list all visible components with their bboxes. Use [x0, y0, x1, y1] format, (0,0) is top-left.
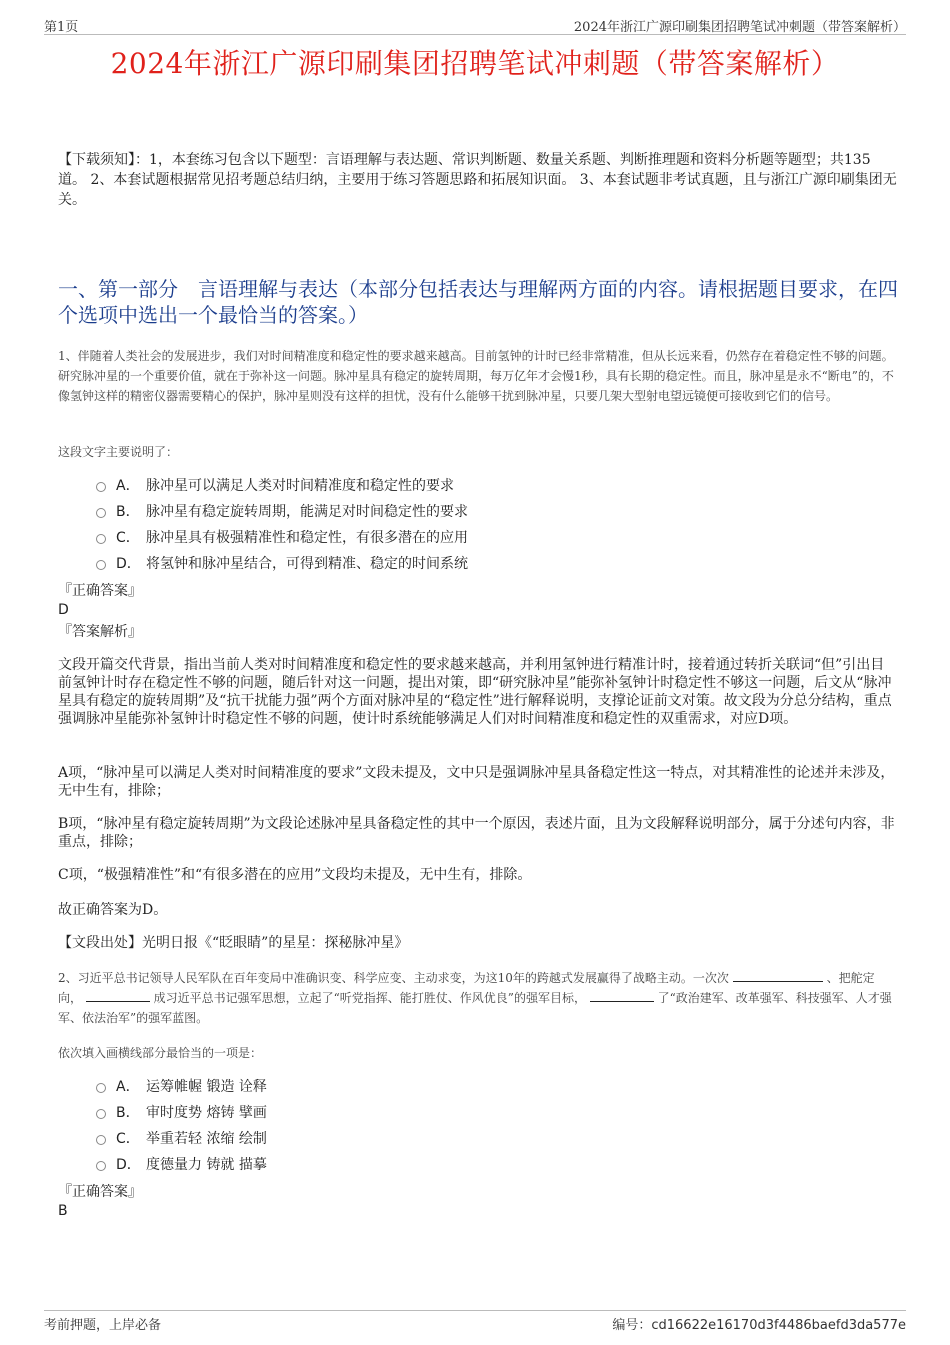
q2-option-b[interactable]: B． 审时度势 熔铸 擘画	[96, 1099, 896, 1125]
q2-answer-label: 『正确答案』	[58, 1184, 142, 1200]
q1-question: 这段文字主要说明了：	[58, 445, 179, 459]
fill-blank[interactable]	[733, 969, 823, 982]
q1-source: 【文段出处】光明日报《“眨眼睛”的星星：探秘脉冲星》	[58, 935, 409, 951]
q1-analysis-a: A项，“脉冲星可以满足人类对时间精准度的要求”文段未提及，文中只是强调脉冲星具备稳定性这一特点，对其精准性的论述并未涉及，无中生有，排除；	[58, 765, 895, 799]
header-doc-title: 2024年浙江广源印刷集团招聘笔试冲刺题（带答案解析）	[573, 20, 906, 35]
q1-analysis-c: C项，“极强精准性”和“有很多潜在的应用”文段均未提及，无中生有，排除。	[58, 867, 532, 883]
radio-icon[interactable]	[96, 1135, 106, 1145]
radio-icon[interactable]	[96, 482, 106, 492]
q2-answer: B	[58, 1203, 68, 1219]
page-number: 第1页	[44, 20, 79, 35]
radio-icon[interactable]	[96, 1109, 106, 1119]
q2-option-c[interactable]: C． 举重若轻 浓缩 绘制	[96, 1125, 896, 1151]
download-notice: 【下载须知】：1，本套练习包含以下题型：言语理解与表达题、常识判断题、数量关系题、判断推理题和资料分析题等题型；共135道。 2、本套试题根据常见招考题总结归纳，主要用于练习答题思路和拓展知识面。 3、本套试题非考试真题，且与浙江广源印刷集团无关。	[58, 152, 897, 208]
q2-option-a[interactable]: A． 运筹帷幄 锻造 诠释	[96, 1073, 896, 1099]
q1-answer: D	[58, 602, 69, 618]
q1-analysis-b: B项，“脉冲星有稳定旋转周期”为文段论述脉冲星具备稳定性的其中一个原因，表述片面，且为文段解释说明部分，属于分述句内容，非重点，排除；	[58, 816, 895, 850]
page-footer	[44, 1310, 906, 1333]
radio-icon[interactable]	[96, 508, 106, 518]
q2-option-d[interactable]: D． 度德量力 铸就 描摹	[96, 1151, 896, 1177]
footer-code: 编号：cd16622e16170d3f4486baefd3da577e	[612, 1318, 906, 1333]
fill-blank[interactable]	[86, 989, 150, 1002]
section-heading: 一、第一部分 言语理解与表达（本部分包括表达与理解两方面的内容。请根据题目要求，在四个选项中选出一个最恰当的答案。）	[58, 277, 898, 327]
q2-stem: 2、习近平总书记领导人民军队在百年变局中准确识变、科学应变、主动求变，为这10年的跨越式发展赢得了战略主动。一次次 、把舵定向， 成习近平总书记强军思想，立起了“听党指挥、能打胜仗、作风优良”的强军目标， 了“政治建军、改革强军、科技强军、人才强军、依法治军”的强军蓝图。	[58, 971, 892, 1025]
q1-option-c[interactable]: C． 脉冲星具有极强精准性和稳定性，有很多潜在的应用	[96, 524, 896, 550]
q1-stem: 1、伴随着人类社会的发展进步，我们对时间精准度和稳定性的要求越来越高。目前氢钟的计时已经非常精准，但从长远来看，仍然存在着稳定性不够的问题。研究脉冲星的一个重要价值，就在于弥补这一问题。脉冲星具有稳定的旋转周期，每万亿年才会慢1秒，具有长期的稳定性。而且，脉冲星是永不“断电”的，不像氢钟这样的精密仪器需要精心的保护，脉冲星则没有这样的担忧，没有什么能够干扰到脉冲星，只要几架大型射电望远镜便可接收到它们的信号。	[58, 349, 894, 403]
q1-analysis-conclusion: 故正确答案为D。	[58, 902, 168, 918]
radio-icon[interactable]	[96, 560, 106, 570]
q1-analysis-main: 文段开篇交代背景，指出当前人类对时间精准度和稳定性的要求越来越高，并利用氢钟进行精准计时，接着通过转折关联词“但”引出目前氢钟计时存在稳定性不够的问题，随后针对这一问题，提出对策，即“研究脉冲星”能弥补氢钟计时稳定性不够这一问题，后文从“脉冲星具有稳定的旋转周期”及“抗干扰能力强”两个方面对脉冲星的“稳定性”进行解释说明，支撑论证前文对策。故文段为分总分结构，重点强调脉冲星能弥补氢钟计时稳定性不够的问题，使计时系统能够满足人们对时间精准度和稳定性的双重需求，对应D项。	[58, 657, 892, 727]
q2-options	[96, 1073, 896, 1177]
footer-slogan: 考前押题，上岸必备	[44, 1318, 162, 1333]
radio-icon[interactable]	[96, 1083, 106, 1093]
page-header	[44, 14, 906, 35]
q1-answer-label: 『正确答案』	[58, 583, 142, 599]
q1-options	[96, 472, 896, 576]
q2-question: 依次填入画横线部分最恰当的一项是：	[58, 1046, 263, 1060]
q1-option-a[interactable]: A． 脉冲星可以满足人类对时间精准度和稳定性的要求	[96, 472, 896, 498]
fill-blank[interactable]	[590, 989, 654, 1002]
q1-option-b[interactable]: B． 脉冲星有稳定旋转周期，能满足对时间稳定性的要求	[96, 498, 896, 524]
q1-option-d[interactable]: D． 将氢钟和脉冲星结合，可得到精准、稳定的时间系统	[96, 550, 896, 576]
radio-icon[interactable]	[96, 1161, 106, 1171]
q1-analysis-label: 『答案解析』	[58, 624, 142, 640]
page-title: 2024年浙江广源印刷集团招聘笔试冲刺题（带答案解析）	[110, 47, 840, 80]
radio-icon[interactable]	[96, 534, 106, 544]
